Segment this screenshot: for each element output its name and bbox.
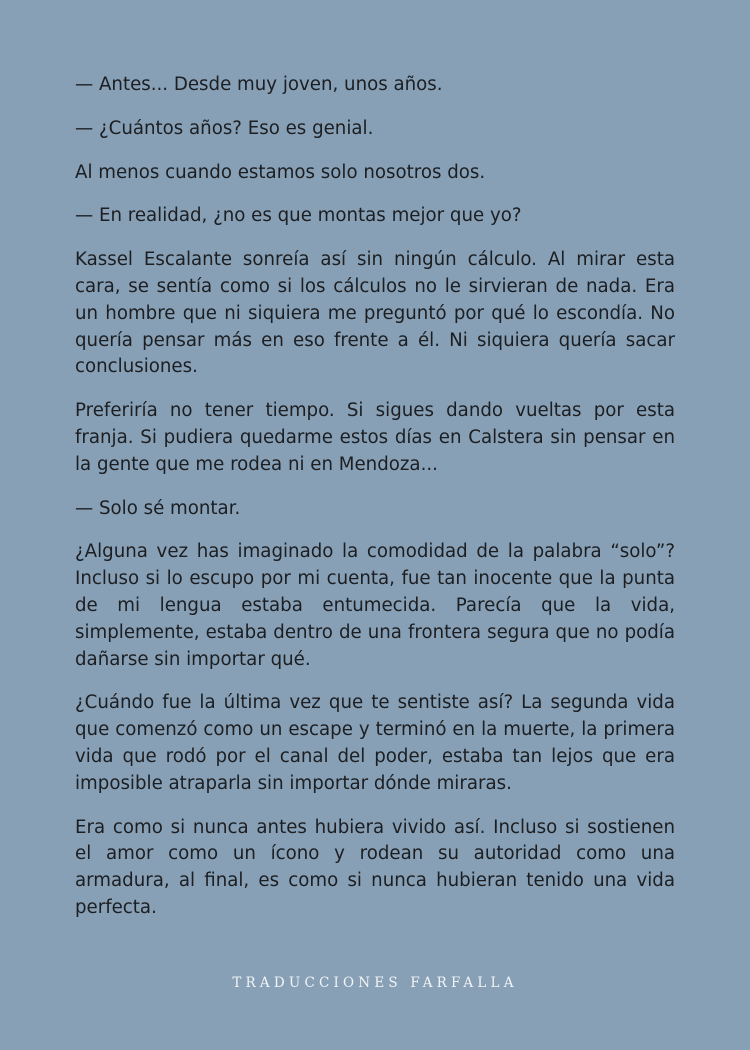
dialogue-line: — Antes... Desde muy joven, unos años. (75, 74, 443, 95)
paragraph: Al menos cuando estamos solo nosotros dos. (75, 161, 486, 183)
page-body (75, 72, 675, 939)
paragraph: Preferiría no tener tiempo. Si sigues dando vueltas por esta franja. Si pudiera quedarme estos días en Calstera sin pensar en la gente que me rodea ni en Mendoza... (75, 400, 675, 475)
dialogue-line: — En realidad, ¿no es que montas mejor que yo? (75, 205, 522, 227)
dialogue-line: — ¿Cuántos años? Eso es genial. (75, 117, 374, 139)
paragraph: Kassel Escalante sonreía así sin ningún cálculo. Al mirar esta cara, se sentía como si los cálculos no le sirvieran de nada. Era un hombre que ni siquiera me preguntó por qué lo escondía. No quería pensar más en eso frente a él. Ni siquiera quería sacar conclusiones. (75, 249, 675, 378)
footer-credit: TRADUCCIONES FARFALLA (232, 975, 518, 991)
paragraph: ¿Cuándo fue la última vez que te sentiste así? La segunda vida que comenzó como un escape y terminó en la muerte, la primera vida que rodó por el canal del poder, estaba tan lejos que era imposible atraparla sin importar dónde miraras. (75, 692, 675, 794)
dialogue-line: — Solo sé montar. (75, 497, 241, 519)
paragraph: ¿Alguna vez has imaginado la comodidad de la palabra “solo”? Incluso si lo escupo por mi cuenta, fue tan inocente que la punta de mi lengua estaba entumecida. Parecía que la vida, simplemente, estaba dentro de una frontera segura que no podía dañarse sin importar qué. (75, 541, 675, 670)
paragraph: Era como si nunca antes hubiera vivido así. Incluso si sostienen el amor como un ícono y rodean su autoridad como una armadura, al final, es como si nunca hubieran tenido una vida perfecta. (75, 816, 675, 918)
